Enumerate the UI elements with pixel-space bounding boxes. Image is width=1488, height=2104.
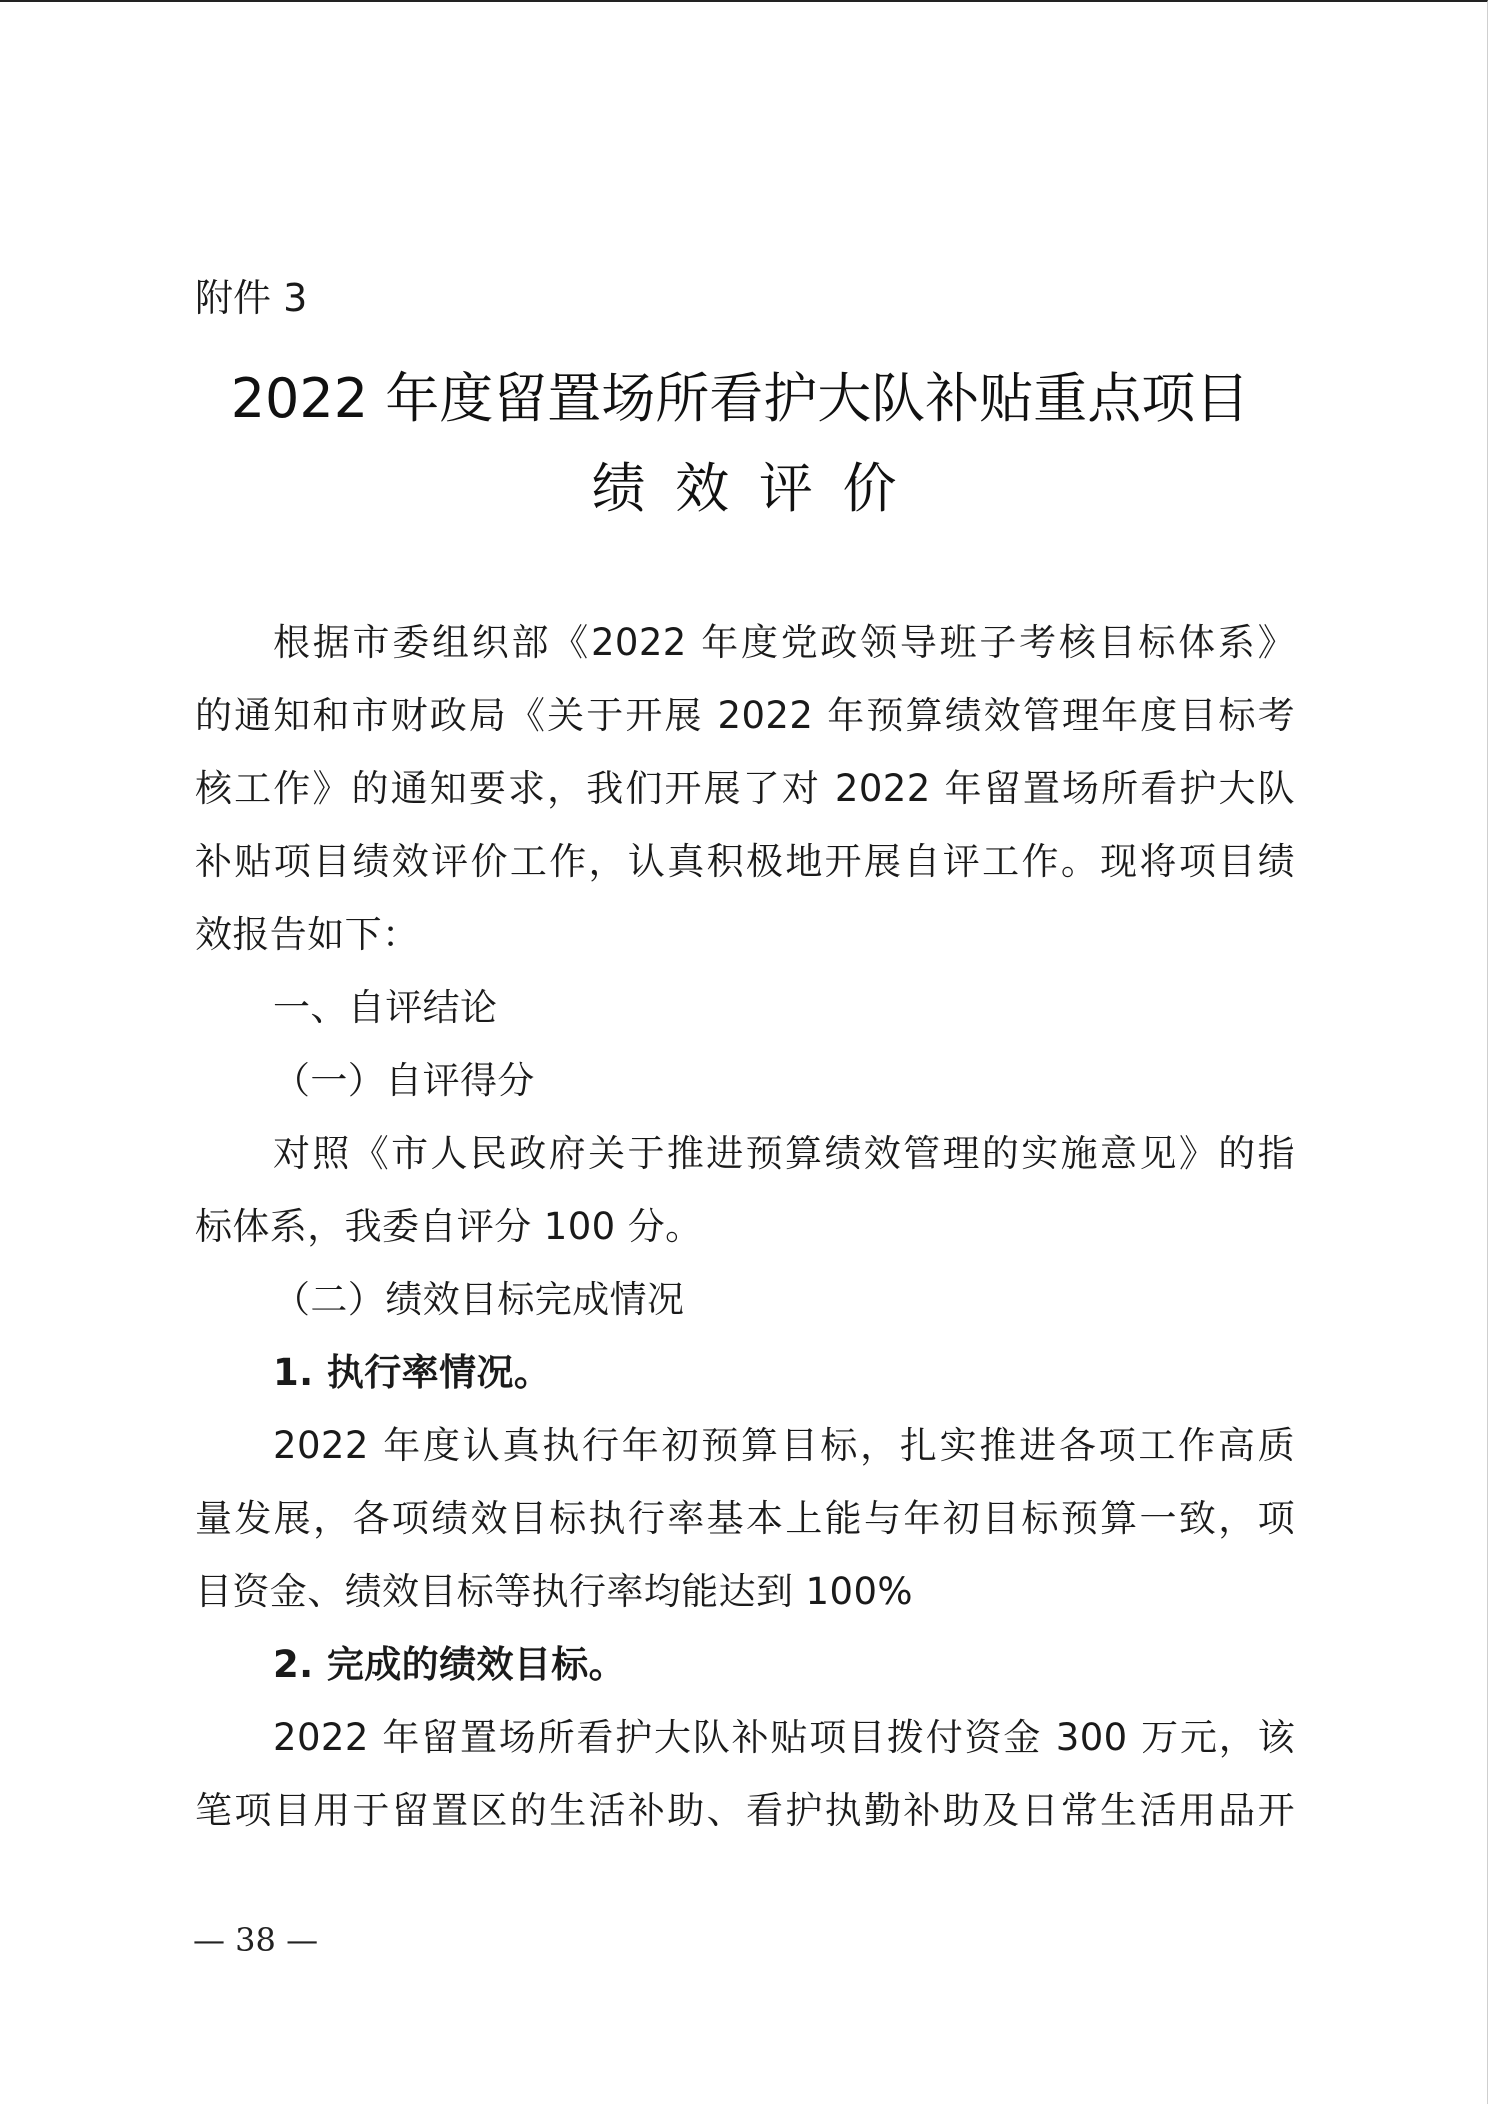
document-title-line-1: 2022 年度留置场所看护大队补贴重点项目 <box>230 367 1250 430</box>
subsection-heading: （一）自评得分 <box>273 1059 535 1102</box>
item-heading: 1. 执行率情况。 <box>273 1351 552 1394</box>
paragraph-line: 量发展，各项绩效目标执行率基本上能与年初目标预算一致，项 <box>195 1497 1295 1540</box>
paragraph-line: 目资金、绩效目标等执行率均能达到 100% <box>195 1570 913 1613</box>
paragraph-line: 效报告如下： <box>195 913 420 956</box>
paragraph-line: 核工作》的通知要求，我们开展了对 2022 年留置场所看护大队 <box>195 767 1295 810</box>
paragraph-line: 根据市委组织部《2022 年度党政领导班子考核目标体系》 <box>273 621 1295 664</box>
paragraph-line: 的通知和市财政局《关于开展 2022 年预算绩效管理年度目标考 <box>195 694 1295 737</box>
paragraph-line: 对照《市人民政府关于推进预算绩效管理的实施意见》的指 <box>273 1132 1295 1175</box>
document-title-line-2: 绩效评价 <box>591 457 927 520</box>
paragraph-line: 标体系，我委自评分 100 分。 <box>195 1205 703 1248</box>
paragraph-line: 笔项目用于留置区的生活补助、看护执勤补助及日常生活用品开 <box>195 1789 1295 1832</box>
paragraph-line: 2022 年度认真执行年初预算目标，扎实推进各项工作高质 <box>273 1424 1295 1467</box>
subsection-heading: （二）绩效目标完成情况 <box>273 1278 685 1321</box>
item-heading: 2. 完成的绩效目标。 <box>273 1643 627 1686</box>
page-number: — 38 — <box>193 1921 319 1959</box>
section-heading: 一、自评结论 <box>273 986 498 1029</box>
document-body <box>195 606 1295 1847</box>
paragraph-line: 2022 年留置场所看护大队补贴项目拨付资金 300 万元，该 <box>273 1716 1295 1759</box>
attachment-label: 附件 3 <box>195 276 308 320</box>
paragraph-line: 补贴项目绩效评价工作，认真积极地开展自评工作。现将项目绩 <box>195 840 1295 883</box>
